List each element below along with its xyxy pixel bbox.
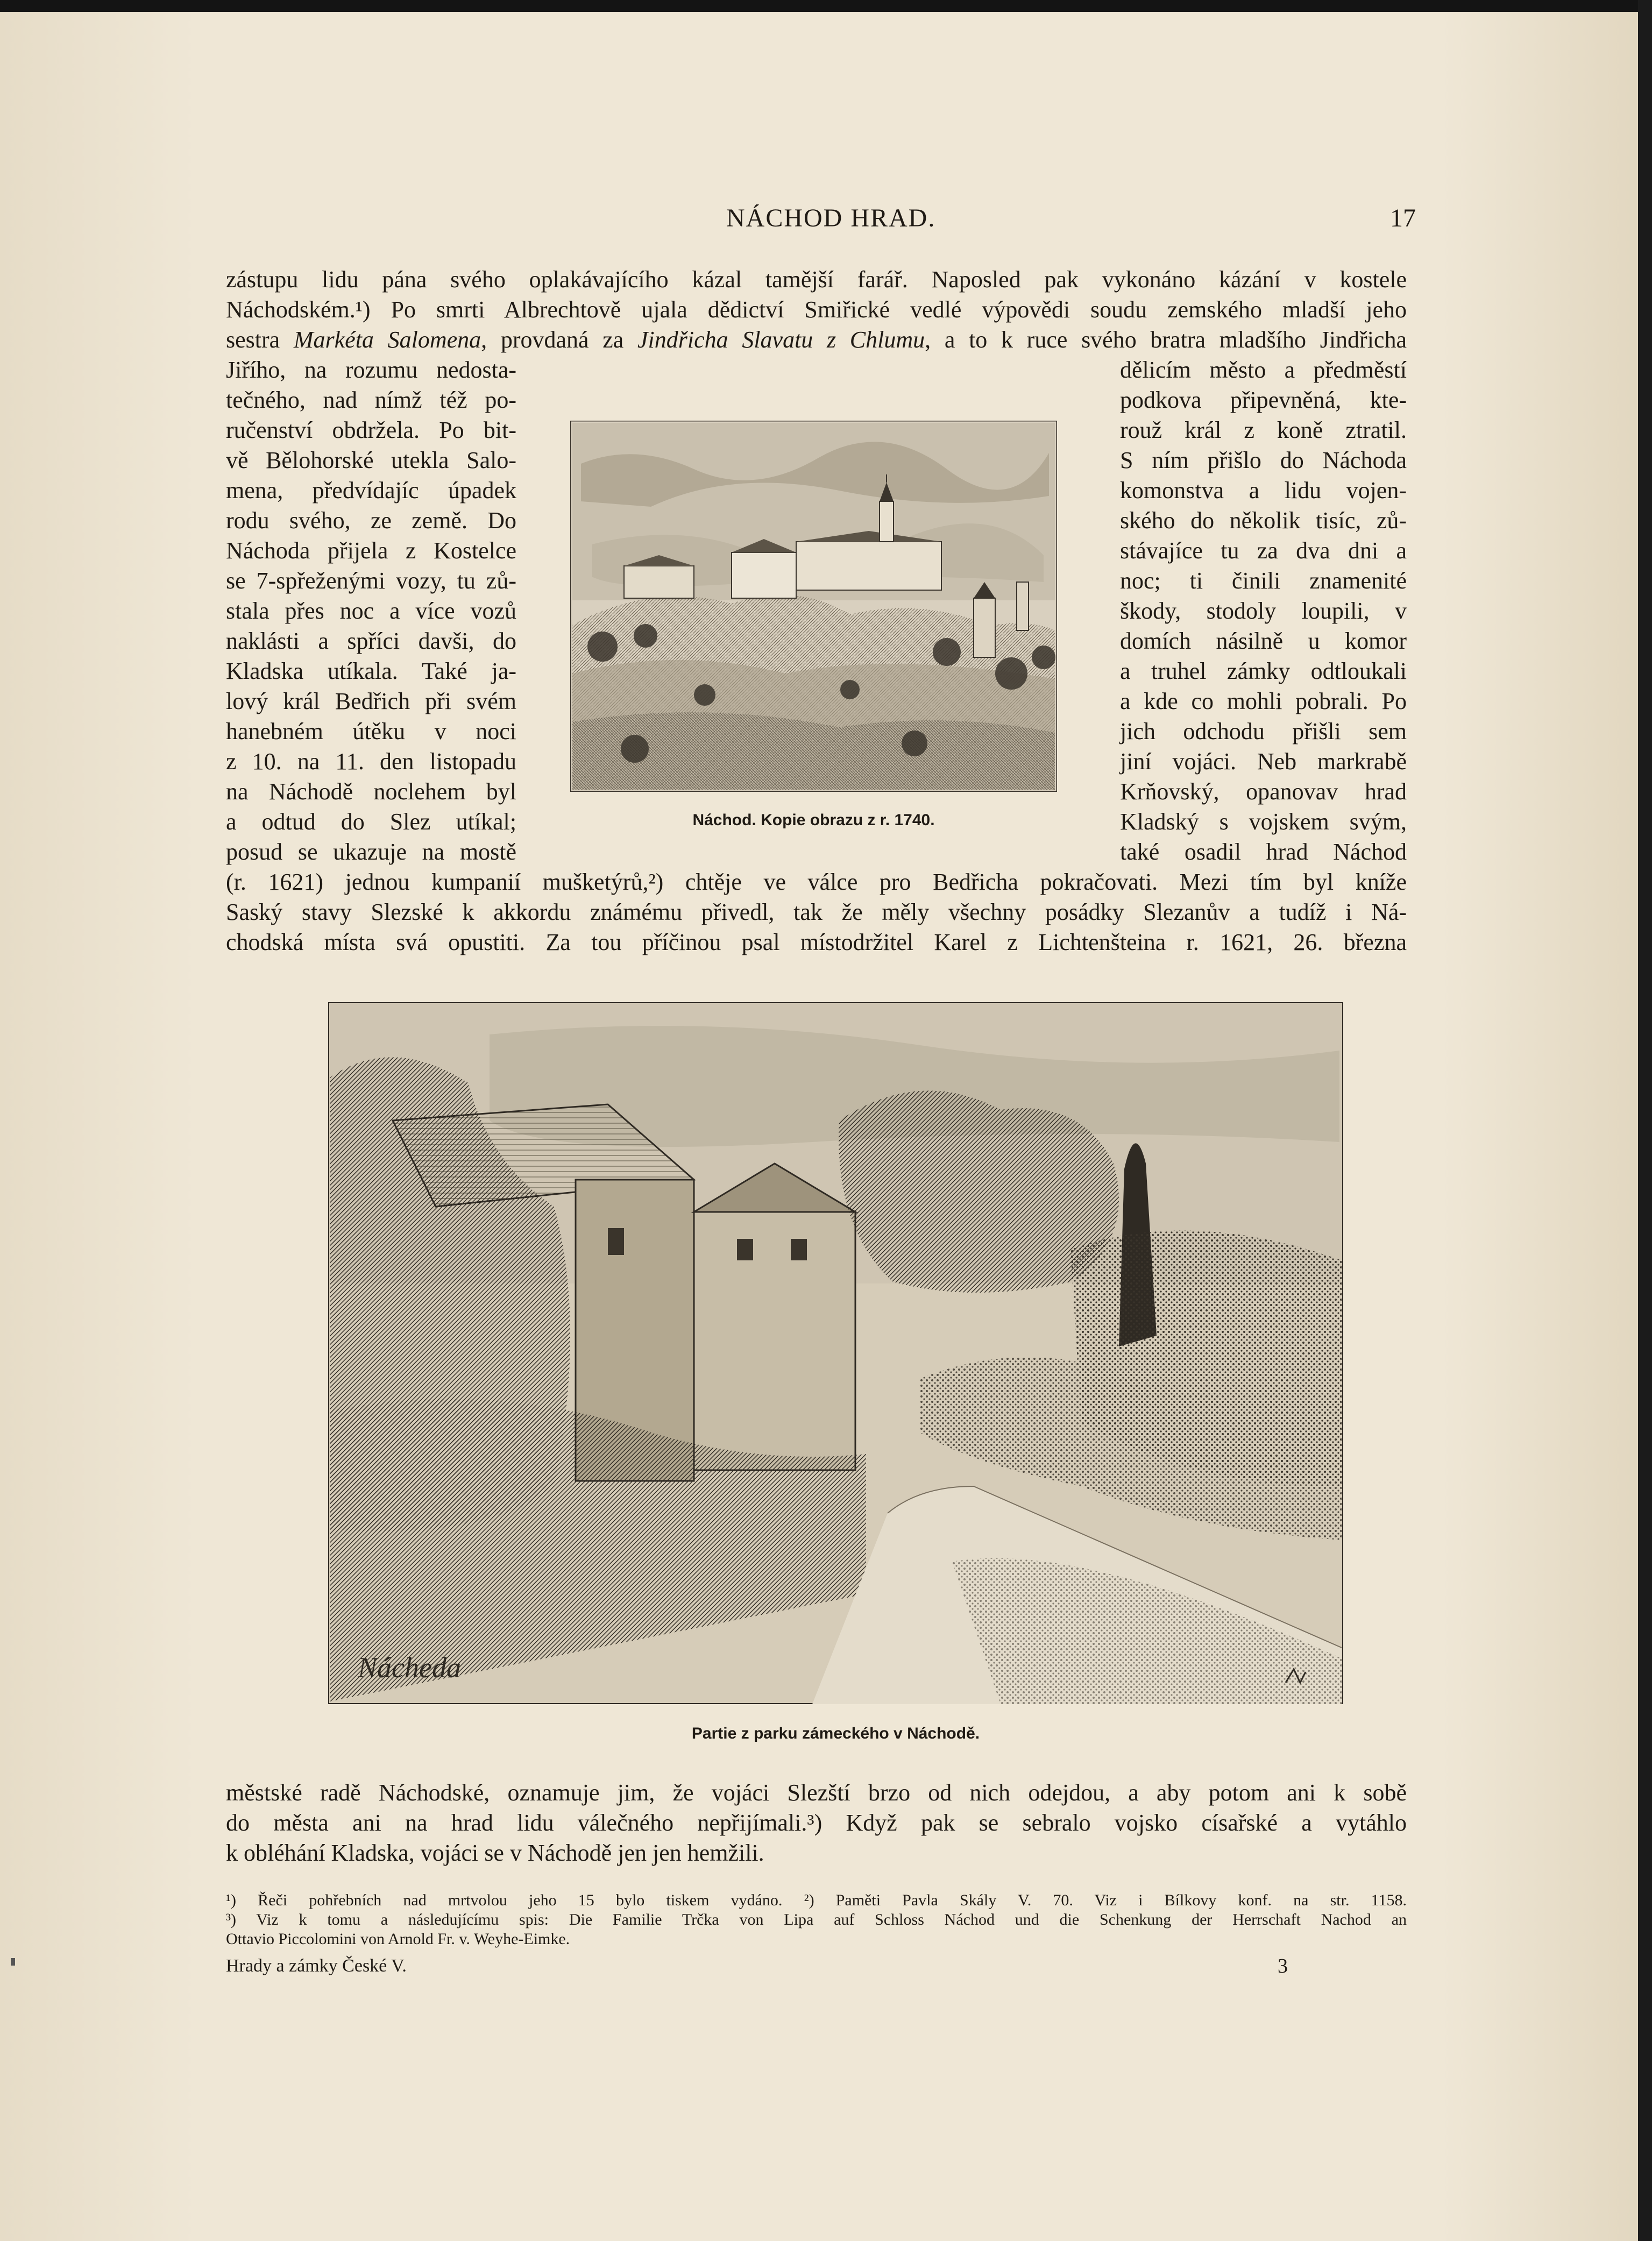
left-column-line: naklásti a spříci davši, do xyxy=(226,628,516,654)
scan-right-border xyxy=(1638,0,1652,2241)
right-column-line: a kde co mohli pobrali. Po xyxy=(1120,688,1407,714)
right-column-line: Kladský s vojskem svým, xyxy=(1120,809,1407,835)
text-line: Saský stavy Slezské k akkordu známému přivedl, tak že měly všechny posádky Slezanův a tudíž i Ná- xyxy=(226,899,1407,925)
left-column-line: posud se ukazuje na mostě xyxy=(226,839,516,865)
right-column-line: podkova připevněná, kte- xyxy=(1120,387,1407,413)
right-column-line: S ním přišlo do Náchoda xyxy=(1120,447,1407,473)
figure-nachod-1740 xyxy=(570,421,1057,792)
left-column-line: ručenství obdržela. Po bit- xyxy=(226,417,516,443)
name-jindrich: Jindřicha Slavatu z Chlumu xyxy=(637,327,925,353)
sheet-number: 3 xyxy=(1278,1955,1288,1977)
left-column-line: tečného, nad nímž též po- xyxy=(226,387,516,413)
figure1-caption: Náchod. Kopie obrazu z r. 1740. xyxy=(692,811,935,829)
right-column-line: jiní vojáci. Neb markrabě xyxy=(1120,748,1407,775)
left-column-line: stala přes noc a více vozů xyxy=(226,598,516,624)
left-column-line: vě Bělohorské utekla Salo- xyxy=(226,447,516,473)
right-column-line: a truhel zámky odtloukali xyxy=(1120,658,1407,684)
left-column-line: z 10. na 11. den listopadu xyxy=(226,748,516,775)
left-column-line: a odtud do Slez utíkal; xyxy=(226,809,516,835)
text-line: (r. 1621) jednou kumpanií mušketýrů,²) chtěje ve válce pro Bedřicha pokračovati. Mezi tím byl kníže xyxy=(226,869,1407,895)
margin-mark xyxy=(11,1958,15,1966)
engraving-park-view xyxy=(328,1002,1343,1704)
left-column-line: na Náchodě noclehem byl xyxy=(226,778,516,805)
right-column-line: škody, stodoly loupili, v xyxy=(1120,598,1407,624)
artist-signature: Nácheda xyxy=(358,1651,461,1684)
figure-park-nachod xyxy=(328,1002,1343,1704)
footnote-1-2: ¹) Řeči pohřebních nad mrtvolou jeho 15 bylo tiskem vydáno. ²) Paměti Pavla Skály V. 70. Viz i Bílkovy konf. na str. 1158. xyxy=(226,1891,1407,1909)
text-line: chodská místa svá opustiti. Za tou příčinou psal místodržitel Karel z Lichtenšteina r. 1621, 26. března xyxy=(226,929,1407,955)
text-line: zástupu lidu pána svého oplakávajícího kázal tamější farář. Naposled pak vykonáno kázání v kostele xyxy=(226,266,1407,293)
book-signature: Hrady a zámky České V. xyxy=(226,1956,407,1976)
text-line: sestra Markéta Salomena, provdaná za Jindřicha Slavatu z Chlumu, a to k ruce svého bratra mladšího Jindřicha xyxy=(226,327,1407,353)
left-column-line: Jiřího, na rozumu nedosta- xyxy=(226,357,516,383)
left-column-line: se 7-spřeženými vozy, tu zů- xyxy=(226,568,516,594)
right-column-line: rouž král z koně ztratil. xyxy=(1120,417,1407,443)
name-marketa: Markéta Salomena xyxy=(293,327,481,353)
left-column-line: Kladska utíkala. Také ja- xyxy=(226,658,516,684)
right-column-line: Krňovský, opanovav hrad xyxy=(1120,778,1407,805)
right-column-line: jich odchodu přišli sem xyxy=(1120,718,1407,744)
footnote-3-continued: Ottavio Piccolomini von Arnold Fr. v. Weyhe-Eimke. xyxy=(226,1930,570,1948)
page-number: 17 xyxy=(1390,204,1416,232)
text-line: do města ani na hrad lidu válečného nepřijímali.³) Když pak se sebralo vojsko císařské a vytáhlo xyxy=(226,1810,1407,1836)
footnote-3: ³) Viz k tomu a následujícímu spis: Die Familie Trčka von Lipa auf Schloss Náchod und die Schenkung der Herrschaft Nachod an xyxy=(226,1911,1407,1928)
right-column-line: noc; ti činili znamenité xyxy=(1120,568,1407,594)
scan-top-border xyxy=(0,0,1652,12)
left-column-line: lový král Bedřich při svém xyxy=(226,688,516,714)
right-column-line: stávajíce tu za dva dni a xyxy=(1120,537,1407,564)
right-column-line: dělicím město a předměstí xyxy=(1120,357,1407,383)
text-line: městské radě Náchodské, oznamuje jim, že vojáci Slezští brzo od nich odejdou, a aby potom ani k sobě xyxy=(226,1779,1407,1806)
right-column-line: ského do několik tisíc, zů- xyxy=(1120,507,1407,534)
page-header xyxy=(226,203,1431,241)
running-title: NÁCHOD HRAD. xyxy=(726,204,936,232)
right-column-line: také osadil hrad Náchod xyxy=(1120,839,1407,865)
right-column-line: domích násilně u komor xyxy=(1120,628,1407,654)
text-line: k obléhání Kladska, vojáci se v Náchodě jen jen hemžili. xyxy=(226,1840,764,1866)
left-column-line: hanebném útěku v noci xyxy=(226,718,516,744)
engraving-castle-view xyxy=(570,421,1057,792)
left-column-line: mena, předvídajíc úpadek xyxy=(226,477,516,503)
right-column-line: komonstva a lidu vojen- xyxy=(1120,477,1407,503)
left-column-line: Náchoda přijela z Kostelce xyxy=(226,537,516,564)
left-column-line: rodu svého, ze země. Do xyxy=(226,507,516,534)
figure2-caption: Partie z parku zámeckého v Náchodě. xyxy=(691,1725,980,1742)
text-line: Náchodském.¹) Po smrti Albrechtově ujala dědictví Smiřické vedlé výpovědi soudu zemského mladší jeho xyxy=(226,296,1407,323)
